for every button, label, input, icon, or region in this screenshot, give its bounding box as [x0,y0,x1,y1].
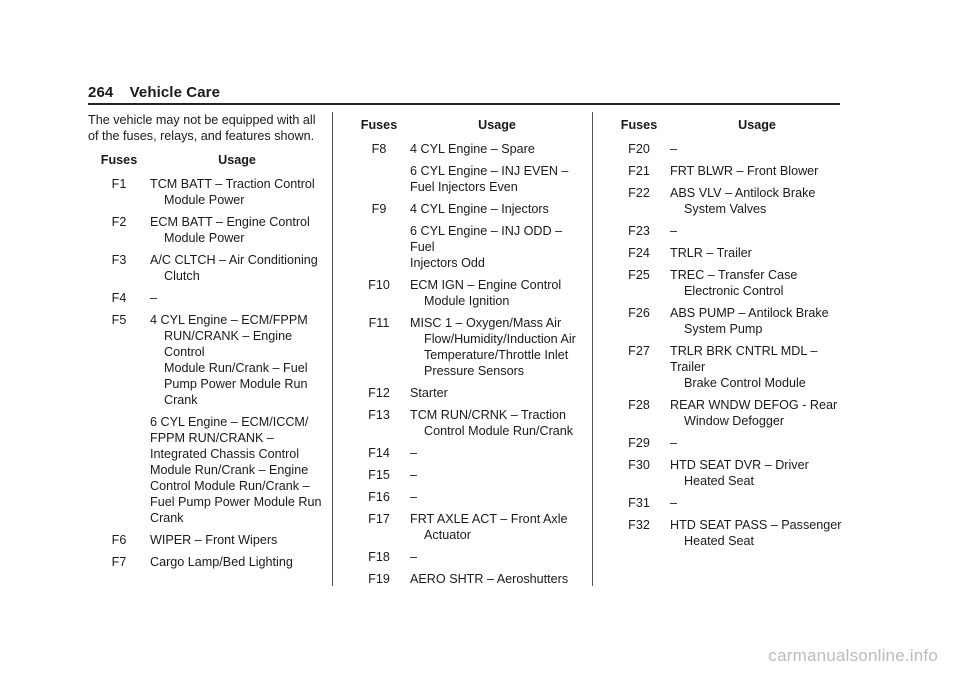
fuse-id: F15 [368,468,390,482]
fuse-id: F4 [111,291,127,305]
fuse-id: F12 [368,386,390,400]
fuses-header: Fuses [360,118,398,132]
fuse-id: F27 [628,344,650,358]
usage-line: WIPER – Front Wipers [150,533,278,547]
column-divider-1 [332,112,333,586]
usage-line: Flow/Humidity/Induction Air [424,332,576,346]
fuse-id: F2 [111,215,127,229]
usage-line: TRLR BRK CNTRL MDL – Trailer [670,344,818,374]
fuse-usage [670,185,844,217]
fuse-usage [150,252,324,284]
page-number: 264 [88,84,114,101]
fuse-row [88,214,324,246]
usage-line: RUN/CRANK – Engine Control [164,329,293,359]
fuse-id: F19 [368,572,390,586]
fuse-usage [410,201,584,271]
fuse-row [88,252,324,284]
fuse-id: F25 [628,268,650,282]
header-rule [88,103,840,105]
fuse-row [348,315,584,379]
usage-line: MISC 1 – Oxygen/Mass Air [410,316,562,330]
fuse-usage [410,277,584,309]
fuse-id: F5 [111,313,127,327]
usage-line: TRLR – Trailer [670,246,752,260]
fuse-row [608,517,844,549]
usage-line: Clutch [164,269,200,283]
fuse-usage [410,467,584,483]
fuse-usage [410,407,584,439]
usage-alternate [410,223,584,271]
fuse-usage [670,457,844,489]
usage-line: Pressure Sensors [424,364,525,378]
watermark-logo: carmanualsonline.info [768,646,938,665]
fuse-usage [410,385,584,401]
fuse-column-1 [88,112,324,576]
fuse-row [348,489,584,505]
usage-line: Fuel Injectors Even [410,180,518,194]
fuse-rows [608,141,844,549]
fuse-row [608,185,844,217]
fuse-row [348,467,584,483]
fuse-usage [670,141,844,157]
fuse-id: F3 [111,253,127,267]
usage-line: – [670,436,678,450]
fuse-usage [670,495,844,511]
usage-line: HTD SEAT PASS – Passenger [670,518,842,532]
usage-line: FRT BLWR – Front Blower [670,164,819,178]
fuse-id: F22 [628,186,650,200]
fuse-usage [150,176,324,208]
usage-header: Usage [478,118,516,132]
usage-line: Heated Seat [684,534,755,548]
table-header [608,117,844,133]
fuse-usage [670,163,844,179]
usage-line: ECM IGN – Engine Control [410,278,562,292]
usage-line: Control Module Run/Crank – [150,479,310,493]
fuse-usage [670,435,844,451]
fuse-id: F16 [368,490,390,504]
fuse-usage [670,397,844,429]
usage-line: Electronic Control [684,284,784,298]
fuse-id: F21 [628,164,650,178]
fuse-row [608,495,844,511]
fuse-usage [410,489,584,505]
fuse-row [88,312,324,526]
fuse-usage [670,245,844,261]
fuses-header: Fuses [620,118,658,132]
usage-line: 6 CYL Engine – INJ ODD – Fuel [410,224,563,254]
fuse-row [348,549,584,565]
usage-line: Module Ignition [424,294,510,308]
fuse-row [348,511,584,543]
usage-line: Injectors Odd [410,256,485,270]
fuse-usage [670,343,844,391]
fuse-usage [150,312,324,526]
usage-line: – [150,291,158,305]
usage-line: HTD SEAT DVR – Driver [670,458,809,472]
usage-line: Module Run/Crank – Engine [150,463,309,477]
usage-line: Module Run/Crank – Fuel [164,361,308,375]
fuse-usage [410,549,584,565]
usage-line: Brake Control Module [684,376,806,390]
fuse-usage [670,517,844,549]
usage-line: Crank [164,393,198,407]
usage-line: Cargo Lamp/Bed Lighting [150,555,293,569]
usage-line: REAR WNDW DEFOG - Rear [670,398,838,412]
fuse-usage [410,315,584,379]
usage-line: FPPM RUN/CRANK – [150,431,274,445]
usage-line: System Valves [684,202,767,216]
fuse-usage [150,532,324,548]
fuse-usage [410,511,584,543]
fuses-header: Fuses [100,153,138,167]
fuse-usage [150,554,324,570]
usage-line: 4 CYL Engine – ECM/FPPM [150,313,308,327]
usage-line: – [670,496,678,510]
fuse-id: F18 [368,550,390,564]
fuse-id: F10 [368,278,390,292]
usage-line: 6 CYL Engine – INJ EVEN – [410,164,569,178]
fuse-row [608,223,844,239]
usage-line: ECM BATT – Engine Control [150,215,310,229]
fuse-usage [410,141,584,195]
fuse-row [348,201,584,271]
fuse-usage [410,571,584,587]
fuse-usage [410,445,584,461]
fuse-rows [348,141,584,587]
usage-line: Temperature/Throttle Inlet [424,348,569,362]
section-title: Vehicle Care [129,84,221,101]
fuse-row [348,407,584,439]
fuse-row [608,397,844,429]
fuse-row [608,457,844,489]
intro-text: The vehicle may not be equipped with all of the fuses, relays, and features shown. [88,113,316,143]
fuse-row [348,141,584,195]
usage-line: – [410,490,418,504]
usage-line: 4 CYL Engine – Spare [410,142,535,156]
usage-header: Usage [738,118,776,132]
usage-line: 4 CYL Engine – Injectors [410,202,549,216]
fuse-id: F28 [628,398,650,412]
fuse-id: F13 [368,408,390,422]
fuse-id: F30 [628,458,650,472]
usage-line: ABS VLV – Antilock Brake [670,186,816,200]
usage-line: Window Defogger [684,414,785,428]
fuse-id: F7 [111,555,127,569]
usage-line: A/C CLTCH – Air Conditioning [150,253,318,267]
fuse-row [88,176,324,208]
fuse-row [348,571,584,587]
usage-line: ABS PUMP – Antilock Brake [670,306,829,320]
fuse-id: F20 [628,142,650,156]
fuse-row [348,445,584,461]
usage-line: Actuator [424,528,471,542]
fuse-id: F17 [368,512,390,526]
usage-line: – [410,446,418,460]
usage-line: – [410,468,418,482]
fuse-usage [670,267,844,299]
fuse-column-2 [348,117,584,593]
fuse-id: F9 [371,202,387,216]
table-header [88,152,324,168]
fuse-row [608,305,844,337]
usage-line: Control Module Run/Crank [424,424,574,438]
fuse-row [88,290,324,306]
fuse-row [88,554,324,570]
fuse-id: F6 [111,533,127,547]
fuse-row [88,532,324,548]
column-divider-2 [592,112,593,586]
usage-line: System Pump [684,322,763,336]
fuse-row [608,343,844,391]
usage-line: 6 CYL Engine – ECM/ICCM/ [150,415,309,429]
fuse-usage [150,214,324,246]
fuse-id: F8 [371,142,387,156]
fuse-row [608,245,844,261]
usage-line: Module Power [164,231,245,245]
fuse-id: F26 [628,306,650,320]
fuse-row [348,277,584,309]
usage-line: Pump Power Module Run [164,377,308,391]
fuse-id: F11 [368,316,390,330]
usage-line: Heated Seat [684,474,755,488]
fuse-id: F32 [628,518,650,532]
usage-line: TCM RUN/CRNK – Traction [410,408,567,422]
usage-line: FRT AXLE ACT – Front Axle [410,512,568,526]
usage-line: TREC – Transfer Case [670,268,798,282]
usage-line: Starter [410,386,448,400]
page-header [88,84,220,101]
usage-line: Fuel Pump Power Module Run [150,495,322,509]
fuse-id: F1 [111,177,127,191]
fuse-row [608,141,844,157]
table-header [348,117,584,133]
fuse-usage [670,223,844,239]
usage-line: Integrated Chassis Control [150,447,300,461]
usage-line: Crank [150,511,184,525]
usage-line: TCM BATT – Traction Control [150,177,315,191]
usage-header: Usage [218,153,256,167]
fuse-row [348,385,584,401]
fuse-row [608,435,844,451]
fuse-id: F14 [368,446,390,460]
fuse-row [608,267,844,299]
fuse-usage [150,290,324,306]
fuse-id: F29 [628,436,650,450]
usage-alternate [410,163,584,195]
fuse-column-3 [608,117,844,555]
fuse-rows [88,176,324,570]
usage-line: – [410,550,418,564]
usage-line: AERO SHTR – Aeroshutters [410,572,569,586]
usage-line: Module Power [164,193,245,207]
fuse-id: F23 [628,224,650,238]
usage-alternate [150,414,324,526]
fuse-id: F31 [628,496,650,510]
usage-line: – [670,142,678,156]
usage-line: – [670,224,678,238]
fuse-id: F24 [628,246,650,260]
fuse-usage [670,305,844,337]
fuse-row [608,163,844,179]
